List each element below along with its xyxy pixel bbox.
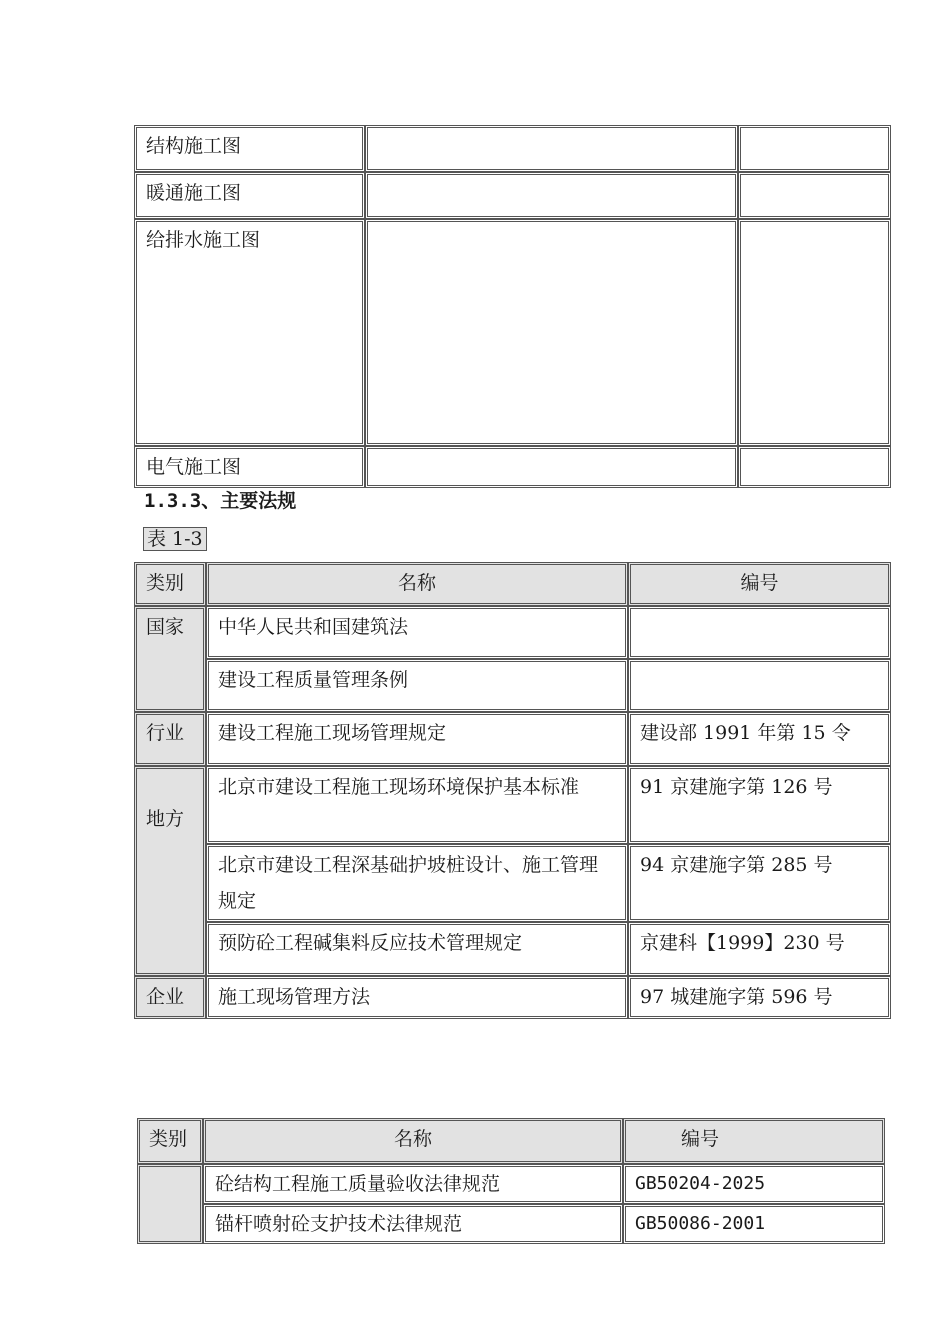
header-code: 编号 [623,1118,885,1164]
category-cell [137,1164,203,1244]
table-row [134,712,891,766]
header-code: 编号 [628,562,891,606]
category-cell: 行业 [134,712,206,766]
table-caption: 表 1-3 [143,527,207,551]
regulations-table [134,562,891,1019]
drawing-cell [365,172,738,219]
code-cell: GB50204-2025 [623,1164,885,1204]
section-heading: 1.3.3、主要法规 [144,490,297,512]
drawing-cell [738,125,891,172]
drawing-cell [365,446,738,488]
drawing-cell [738,446,891,488]
table-row [137,1164,885,1204]
code-cell [628,606,891,659]
table-row [134,446,891,488]
name-cell: 预防砼工程碱集料反应技术管理规定 [206,922,628,976]
drawing-cell [738,172,891,219]
drawing-name-cell: 给排水施工图 [134,219,365,446]
name-cell: 中华人民共和国建筑法 [206,606,628,659]
code-cell: GB50086-2001 [623,1204,885,1244]
table-row [134,659,891,712]
drawing-name-cell: 结构施工图 [134,125,365,172]
name-cell: 北京市建设工程施工现场环境保护基本标准 [206,766,628,844]
header-category: 类别 [134,562,206,606]
table-row [137,1204,885,1244]
drawing-cell [738,219,891,446]
category-cell: 企业 [134,976,206,1019]
code-cell: 94 京建施字第 285 号 [628,844,891,922]
table-row [134,172,891,219]
drawing-cell [365,219,738,446]
table-row [134,606,891,659]
name-cell: 施工现场管理方法 [206,976,628,1019]
header-name: 名称 [203,1118,623,1164]
name-cell: 建设工程施工现场管理规定 [206,712,628,766]
name-cell: 锚杆喷射砼支护技术法律规范 [203,1204,623,1244]
header-name: 名称 [206,562,628,606]
name-cell: 北京市建设工程深基础护坡桩设计、施工管理规定 [206,844,628,922]
table-header-row [137,1118,885,1164]
category-cell: 国家 [134,606,206,712]
name-cell: 砼结构工程施工质量验收法律规范 [203,1164,623,1204]
table-header-row [134,562,891,606]
code-cell: 京建科【1999】230 号 [628,922,891,976]
category-cell: 地方 [134,766,206,976]
table-row [134,976,891,1019]
drawings-table [134,125,891,488]
code-cell [628,659,891,712]
standards-table [137,1118,885,1244]
table-row [134,219,891,446]
code-cell: 建设部 1991 年第 15 令 [628,712,891,766]
code-cell: 97 城建施字第 596 号 [628,976,891,1019]
table-row [134,125,891,172]
table-row [134,922,891,976]
drawing-name-cell: 电气施工图 [134,446,365,488]
drawing-name-cell: 暖通施工图 [134,172,365,219]
name-cell: 建设工程质量管理条例 [206,659,628,712]
table-row [134,766,891,844]
drawing-cell [365,125,738,172]
header-category: 类别 [137,1118,203,1164]
table-row [134,844,891,922]
code-cell: 91 京建施字第 126 号 [628,766,891,844]
